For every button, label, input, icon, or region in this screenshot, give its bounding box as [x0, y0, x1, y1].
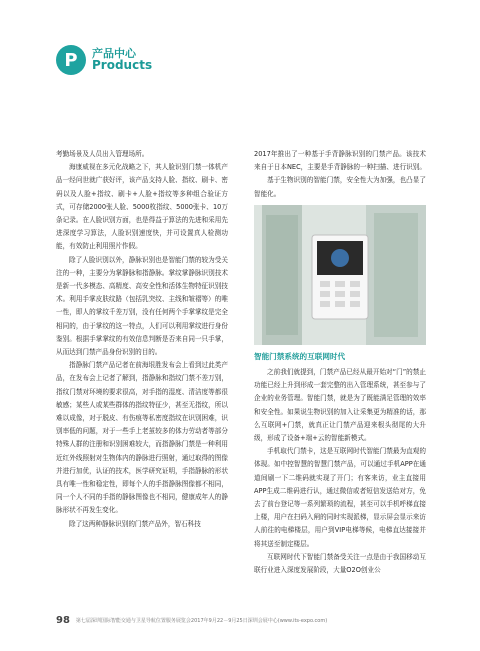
- paragraph: 2017年推出了一种基于手背静脉识别的门禁产品。该技术来自于日本NEC，主要是手背静脉的一种扫描、进行识别。: [254, 150, 426, 172]
- products-logo-icon: P: [56, 45, 86, 75]
- right-column-top: [254, 148, 426, 201]
- device-illustration: [254, 205, 426, 345]
- paragraph: 考勤场景及人员出入管理场所。: [56, 150, 149, 158]
- paragraph: 除了人脸识别以外，静脉识别也是智能门禁的较为受关注的一种，主要分为掌静脉和指静脉。掌纹掌静脉识别技术是新一代多模态、高精度、高安全性和活体生物特征识别技术。利用手掌皮肤纹路（包括乳突纹、主线和皱褶等）的唯一性，即人的掌纹千差万别，没有任何两个手掌掌纹是完全相同的，由于掌纹的这一特点，人们可以利用掌纹进行身份鉴别。根据手掌掌纹的有效信息判断是否来自同一只手掌，从而达到门禁产品身份识别的目的。: [56, 255, 228, 357]
- paragraph: 互联网时代下智能门禁备受关注一点是由于我国移动互联行业进入深度发展阶段，大量O2O创业公: [254, 552, 426, 575]
- access-control-device-photo: [254, 205, 426, 345]
- page-footer: [56, 615, 327, 626]
- footer-text: 第七届深圳国际智能交通与卫星导航位置服务展览会2017年9月22－9月25日深圳会展中心(www.its-expo.com): [75, 618, 328, 624]
- page-header: [56, 44, 152, 76]
- section-title: 智能门禁系统的互联网时代: [254, 352, 346, 361]
- header-title-en: Products: [92, 58, 153, 73]
- paragraph: 手机取代门禁卡，这是互联网时代智能门禁最为直观的体现。如中控智慧的智慧门禁产品，可以通过手机APP在通道间刷一下二维码就实现了开门；有客来访，业主直接用APP生成二维码进行认，通过微信或者短信发送给对方，免去了前台登记等一系列繁琐的流程，甚至可以手机呼梯直接上楼，用户在扫码入闸的同时实现派梯，显示屏会显示来访人前往的电梯楼层，用户到VIP电梯等候，电梯直达接接并将其送至制定楼层。: [254, 447, 426, 548]
- header-titles: [92, 48, 152, 72]
- header-title-cn: 产品中心: [92, 46, 136, 60]
- paragraph: 基于生物识别的智能门禁，安全性大为加强，也凸显了智能化。: [254, 176, 426, 198]
- paragraph: 指静脉门禁产品记者在前海垠胜发布会上看到过此类产品，在发布会上记者了解到，指静脉和指纹门禁不差万别，指纹门禁对环境的要求很高，对手指的湿度、清洁度等都很敏感；某些人或某些群体的指纹特征少，甚至无指纹，所以难以成像，对于脱皮、有伤痕等私密度指纹在识别困难，识别率低的问题，对于一些手上老茧较多的体力劳动者等部分特殊人群的注册和识别困难较大，而指静脉门禁是一种利用近红外线照射对生物体内的静脉进行照射，通过取得的图像并进行加优，认证的技术，医学研究证明，手指静脉的形状具有唯一性和稳定性，即每个人的手指静脉图像都不相同，同一个人不同的手指的静脉图像也不相同，健康成年人的静脉形状不再发生变化。: [56, 361, 228, 515]
- paragraph: 海康威视在多元化战略之下，其人脸识别门禁一体机产品一经问世就广获好评，该产品支持人脸、指纹、刷卡、密码以及人脸+指纹、刷卡+人脸+指纹等多种组合验证方式，可存储2000张人脸、5000枚指纹、5000张卡、10万条记录。在人脸识别方面，也是得益于算法的先进和采用先进深度学习算法，人脸识别速度快，并可设置真人检测功能，有效防止利用照片作假。: [56, 163, 228, 251]
- paragraph: 除了这两种静脉识别的门禁产品外，智石科技: [69, 519, 201, 528]
- page-number: 98: [56, 615, 70, 626]
- right-column-bottom: [254, 366, 426, 577]
- paragraph: 之前我们就提到，门禁产品已经从最开始对“门”的禁止功能已经上升到形成一套完整的出入管理系统，甚至参与了企业的业务管理。智能门禁，就是为了既能满足管理的效率和安全性。如果说生物识别的加入让采集更为精准的话，那么互联网+门禁，就真正让门禁产品迎来根头彻尾的大升级，形成了设备+端+云的智能新模式。: [254, 368, 426, 443]
- left-column: [56, 148, 228, 531]
